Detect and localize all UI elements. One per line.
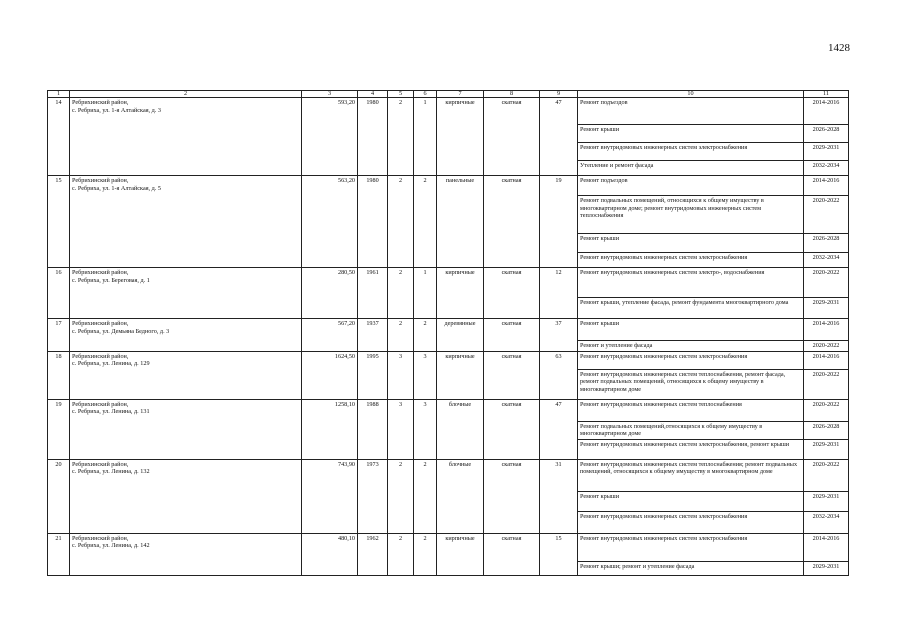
record-number: 14 bbox=[48, 98, 70, 176]
address-line-street: с. Ребриха, ул. Ленина, д. 132 bbox=[72, 468, 150, 476]
record-number: 17 bbox=[48, 319, 70, 352]
address bbox=[70, 319, 302, 352]
work-period: 2032-2034 bbox=[804, 161, 849, 176]
record-number: 15 bbox=[48, 176, 70, 268]
column-number: 2 bbox=[70, 91, 302, 98]
floors-count: 2 bbox=[388, 268, 414, 319]
address bbox=[70, 533, 302, 575]
work-period: 2014-2016 bbox=[804, 319, 849, 341]
address-line-street: с. Ребриха, ул. Ленина, д. 142 bbox=[72, 542, 150, 550]
apartments-count: 47 bbox=[540, 399, 578, 459]
total-area: 593,20 bbox=[302, 98, 358, 176]
address-line-district: Ребрихинский район, bbox=[72, 460, 129, 468]
work-name: Ремонт внутридомовых инженерных систем электроснабжения bbox=[578, 143, 804, 161]
address-line-street: с. Ребриха, ул. Береговая, д. 1 bbox=[72, 276, 150, 284]
column-number-row bbox=[48, 91, 849, 98]
work-name: Ремонт внутридомовых инженерных систем теплоснабжения bbox=[578, 399, 804, 421]
entrances-count: 3 bbox=[414, 399, 437, 459]
total-area: 480,10 bbox=[302, 533, 358, 575]
address-line-district: Ребрихинский район, bbox=[72, 269, 129, 276]
entrances-count: 2 bbox=[414, 533, 437, 575]
roof-type: скатная bbox=[484, 319, 540, 352]
total-area: 743,90 bbox=[302, 459, 358, 533]
work-name: Ремонт крыши bbox=[578, 491, 804, 511]
wall-material: кирпичные bbox=[437, 268, 484, 319]
entrances-count: 2 bbox=[414, 459, 437, 533]
work-name: Ремонт крыши bbox=[578, 319, 804, 341]
work-period: 2014-2016 bbox=[804, 351, 849, 369]
floors-count: 2 bbox=[388, 533, 414, 575]
entrances-count: 1 bbox=[414, 98, 437, 176]
address-line-street: с. Ребриха, ул. 1-я Алтайская, д. 3 bbox=[72, 106, 161, 114]
wall-material: блочные bbox=[437, 459, 484, 533]
record-row bbox=[48, 459, 849, 491]
column-number: 9 bbox=[540, 91, 578, 98]
work-name: Ремонт подъездов bbox=[578, 98, 804, 125]
total-area: 1624,50 bbox=[302, 351, 358, 399]
roof-type: скатная bbox=[484, 459, 540, 533]
apartments-count: 37 bbox=[540, 319, 578, 352]
column-number: 10 bbox=[578, 91, 804, 98]
address bbox=[70, 176, 302, 268]
work-name: Ремонт внутридомовых инженерных систем электроснабжения bbox=[578, 511, 804, 533]
work-period: 2020-2022 bbox=[804, 196, 849, 234]
work-period: 2014-2016 bbox=[804, 176, 849, 196]
work-name: Ремонт крыши, утепление фасада, ремонт фундамента многоквартирного дома bbox=[578, 298, 804, 319]
floors-count: 2 bbox=[388, 319, 414, 352]
work-name: Ремонт внутридомовых инженерных систем электроснабжения bbox=[578, 533, 804, 561]
work-name: Ремонт подъездов bbox=[578, 176, 804, 196]
roof-type: скатная bbox=[484, 399, 540, 459]
work-name: Ремонт подвальных помещений, относящихся к общему имуществу в многоквартирном доме; ремонт внутридомовых инженерных систем теплоснабжения bbox=[578, 196, 804, 234]
work-period: 2029-2031 bbox=[804, 561, 849, 575]
floors-count: 2 bbox=[388, 176, 414, 268]
wall-material: панельные bbox=[437, 176, 484, 268]
address-line-district: Ребрихинский район, bbox=[72, 352, 129, 360]
work-period: 2032-2034 bbox=[804, 511, 849, 533]
address-line-district: Ребрихинский район, bbox=[72, 534, 129, 542]
total-area: 563,20 bbox=[302, 176, 358, 268]
roof-type: скатная bbox=[484, 533, 540, 575]
entrances-count: 2 bbox=[414, 176, 437, 268]
apartments-count: 19 bbox=[540, 176, 578, 268]
address-line-street: с. Ребриха, ул. Демьяна Бедного, д. 3 bbox=[72, 327, 170, 335]
record-number: 16 bbox=[48, 268, 70, 319]
record-number: 21 bbox=[48, 533, 70, 575]
work-name: Ремонт крыши bbox=[578, 234, 804, 253]
work-name: Ремонт крыши; ремонт и утепление фасада bbox=[578, 561, 804, 575]
address-line-district: Ребрихинский район, bbox=[72, 400, 129, 408]
work-name: Ремонт внутридомовых инженерных систем теплоснабжения; ремонт подвальных помещений, относящихся к общему имуществу в многоквартирном доме bbox=[578, 459, 804, 491]
wall-material: кирпичные bbox=[437, 98, 484, 176]
record-row bbox=[48, 176, 849, 196]
roof-type: скатная bbox=[484, 351, 540, 399]
apartments-count: 15 bbox=[540, 533, 578, 575]
work-period: 2014-2016 bbox=[804, 98, 849, 125]
work-name: Утепление и ремонт фасада bbox=[578, 161, 804, 176]
work-period: 2026-2028 bbox=[804, 234, 849, 253]
record-row bbox=[48, 268, 849, 298]
total-area: 567,20 bbox=[302, 319, 358, 352]
total-area: 1258,10 bbox=[302, 399, 358, 459]
page-number: 1428 bbox=[828, 42, 850, 54]
record-number: 18 bbox=[48, 351, 70, 399]
work-name: Ремонт внутридомовых инженерных систем теплоснабжения, ремонт фасада, ремонт подвальных помещений, относящихся к общему имуществу в многоквартирном доме bbox=[578, 369, 804, 399]
wall-material: блочные bbox=[437, 399, 484, 459]
work-name: Ремонт подвальных помещений,относящихся к общему имуществу в многоквартирном доме bbox=[578, 421, 804, 439]
work-period: 2029-2031 bbox=[804, 143, 849, 161]
work-period: 2032-2034 bbox=[804, 253, 849, 268]
address bbox=[70, 351, 302, 399]
address-line-street: с. Ребриха, ул. Ленина, д. 131 bbox=[72, 408, 150, 416]
address-line-district: Ребрихинский район, bbox=[72, 177, 129, 184]
address-line-street: с. Ребриха, ул. 1-я Алтайская, д. 5 bbox=[72, 184, 161, 192]
record-row bbox=[48, 533, 849, 561]
address bbox=[70, 268, 302, 319]
address-line-district: Ребрихинский район, bbox=[72, 99, 129, 106]
floors-count: 2 bbox=[388, 459, 414, 533]
wall-material: деревянные bbox=[437, 319, 484, 352]
entrances-count: 3 bbox=[414, 351, 437, 399]
address bbox=[70, 459, 302, 533]
total-area: 280,50 bbox=[302, 268, 358, 319]
entrances-count: 1 bbox=[414, 268, 437, 319]
work-name: Ремонт внутридомовых инженерных систем электроснабжения bbox=[578, 351, 804, 369]
column-number: 1 bbox=[48, 91, 70, 98]
wall-material: кирпичные bbox=[437, 351, 484, 399]
column-number: 8 bbox=[484, 91, 540, 98]
build-year: 1988 bbox=[358, 399, 388, 459]
record-number: 20 bbox=[48, 459, 70, 533]
work-period: 2026-2028 bbox=[804, 421, 849, 439]
build-year: 1973 bbox=[358, 459, 388, 533]
build-year: 1980 bbox=[358, 176, 388, 268]
apartments-count: 12 bbox=[540, 268, 578, 319]
repair-program-table bbox=[47, 90, 849, 576]
wall-material: кирпичные bbox=[437, 533, 484, 575]
record-row bbox=[48, 399, 849, 421]
floors-count: 3 bbox=[388, 399, 414, 459]
apartments-count: 31 bbox=[540, 459, 578, 533]
address bbox=[70, 399, 302, 459]
record-row bbox=[48, 351, 849, 369]
work-period: 2020-2022 bbox=[804, 399, 849, 421]
work-period: 2020-2022 bbox=[804, 268, 849, 298]
roof-type: скатная bbox=[484, 98, 540, 176]
entrances-count: 2 bbox=[414, 319, 437, 352]
floors-count: 2 bbox=[388, 98, 414, 176]
column-number: 4 bbox=[358, 91, 388, 98]
build-year: 1995 bbox=[358, 351, 388, 399]
record-row bbox=[48, 98, 849, 125]
build-year: 1962 bbox=[358, 533, 388, 575]
address-line-street: с. Ребриха, ул. Ленина, д. 129 bbox=[72, 360, 150, 368]
work-name: Ремонт крыши bbox=[578, 125, 804, 143]
work-period: 2014-2016 bbox=[804, 533, 849, 561]
build-year: 1961 bbox=[358, 268, 388, 319]
roof-type: скатная bbox=[484, 268, 540, 319]
work-period: 2026-2028 bbox=[804, 125, 849, 143]
column-number: 7 bbox=[437, 91, 484, 98]
work-name: Ремонт внутридомовых инженерных систем электроснабжения bbox=[578, 253, 804, 268]
address-line-district: Ребрихинский район, bbox=[72, 320, 129, 327]
column-number: 11 bbox=[804, 91, 849, 98]
column-number: 3 bbox=[302, 91, 358, 98]
apartments-count: 63 bbox=[540, 351, 578, 399]
work-period: 2020-2022 bbox=[804, 341, 849, 352]
work-name: Ремонт внутридомовых инженерных систем электроснабжения, ремонт крыши bbox=[578, 439, 804, 459]
record-row bbox=[48, 319, 849, 341]
work-period: 2029-2031 bbox=[804, 491, 849, 511]
work-period: 2029-2031 bbox=[804, 439, 849, 459]
record-number: 19 bbox=[48, 399, 70, 459]
address bbox=[70, 98, 302, 176]
build-year: 1937 bbox=[358, 319, 388, 352]
apartments-count: 47 bbox=[540, 98, 578, 176]
build-year: 1980 bbox=[358, 98, 388, 176]
work-period: 2020-2022 bbox=[804, 369, 849, 399]
floors-count: 3 bbox=[388, 351, 414, 399]
column-number: 6 bbox=[414, 91, 437, 98]
work-name: Ремонт и утепление фасада bbox=[578, 341, 804, 352]
roof-type: скатная bbox=[484, 176, 540, 268]
work-period: 2029-2031 bbox=[804, 298, 849, 319]
work-period: 2020-2022 bbox=[804, 459, 849, 491]
column-number: 5 bbox=[388, 91, 414, 98]
work-name: Ремонт внутридомовых инженерных систем электро-, водоснабжения bbox=[578, 268, 804, 298]
